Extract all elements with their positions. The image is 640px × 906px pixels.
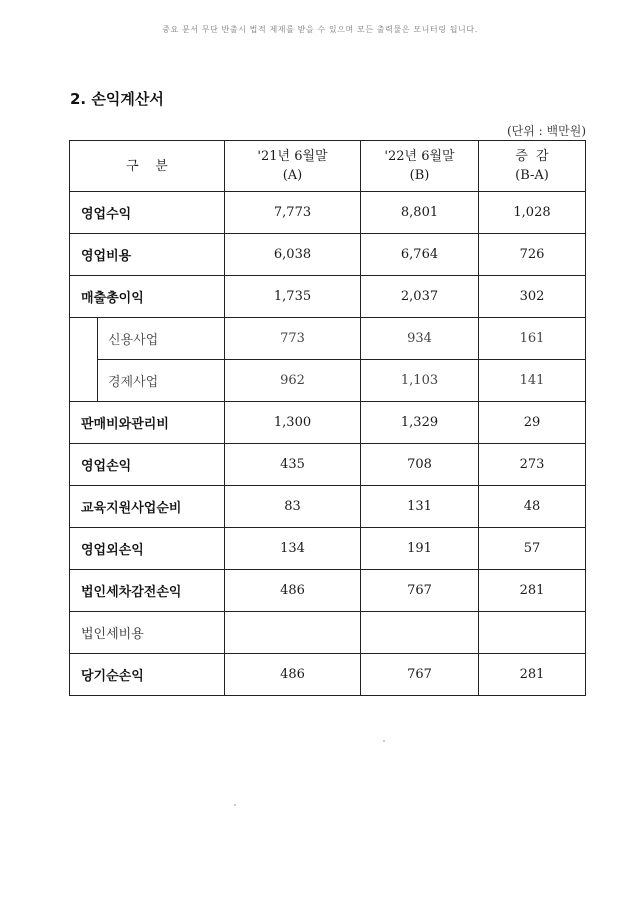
cell-2021: 962: [225, 360, 361, 402]
header-change-title: 증 감: [515, 149, 549, 164]
row-label: 영업외손익: [70, 528, 225, 570]
header-2021-period: '21년 6월말: [257, 149, 328, 164]
cell-2022: 1,103: [361, 360, 479, 402]
cell-2022: 767: [361, 570, 479, 612]
income-statement-table: [69, 140, 586, 696]
unit-label: (단위 : 백만원): [507, 124, 586, 138]
subrow-indent: [70, 318, 98, 402]
header-change-code: (B-A): [515, 168, 549, 183]
table-row: [70, 528, 586, 570]
cell-2021: [225, 612, 361, 654]
table-subrow: [70, 360, 586, 402]
cell-2022: 934: [361, 318, 479, 360]
cell-change: 161: [479, 318, 586, 360]
table-row: [70, 234, 586, 276]
row-label: 영업수익: [70, 192, 225, 234]
row-label: 영업손익: [70, 444, 225, 486]
cell-2021: 83: [225, 486, 361, 528]
cell-change: 57: [479, 528, 586, 570]
cell-change: 29: [479, 402, 586, 444]
cell-change: 1,028: [479, 192, 586, 234]
row-label: 교육지원사업순비: [70, 486, 225, 528]
cell-2021: 435: [225, 444, 361, 486]
cell-2021: 134: [225, 528, 361, 570]
cell-change: 141: [479, 360, 586, 402]
cell-change: 726: [479, 234, 586, 276]
cell-2022: 708: [361, 444, 479, 486]
row-label: 판매비와관리비: [70, 402, 225, 444]
row-label: 법인세비용: [70, 612, 225, 654]
cell-2021: 1,300: [225, 402, 361, 444]
row-label: 영업비용: [70, 234, 225, 276]
row-label: 법인세차감전손익: [70, 570, 225, 612]
confidential-notice: 중요 문서 무단 반출시 법적 제재를 받을 수 있으며 모든 출력물은 모니터링 됩니다.: [162, 25, 478, 34]
table-row: [70, 402, 586, 444]
cell-2022: 767: [361, 654, 479, 696]
cell-change: 281: [479, 654, 586, 696]
cell-2021: 486: [225, 570, 361, 612]
cell-2022: 131: [361, 486, 479, 528]
table-row: [70, 276, 586, 318]
cell-2022: 1,329: [361, 402, 479, 444]
scan-speck: [383, 740, 385, 742]
cell-change: 48: [479, 486, 586, 528]
table-row: [70, 612, 586, 654]
section-title: 2. 손익계산서: [70, 90, 164, 108]
table-row: [70, 570, 586, 612]
cell-2021: 1,735: [225, 276, 361, 318]
cell-change: 273: [479, 444, 586, 486]
cell-2021: 773: [225, 318, 361, 360]
cell-2022: 2,037: [361, 276, 479, 318]
cell-2021: 6,038: [225, 234, 361, 276]
cell-2022: 6,764: [361, 234, 479, 276]
cell-change: 302: [479, 276, 586, 318]
table-subrow: [70, 318, 586, 360]
cell-2022: [361, 612, 479, 654]
table-row: [70, 192, 586, 234]
subrow-label: 경제사업: [98, 360, 225, 402]
cell-2022: 191: [361, 528, 479, 570]
header-2022: [361, 141, 479, 192]
cell-2021: 7,773: [225, 192, 361, 234]
cell-2022: 8,801: [361, 192, 479, 234]
table-header-row: [70, 141, 586, 192]
header-change: [479, 141, 586, 192]
table-row: [70, 444, 586, 486]
row-label: 매출총이익: [70, 276, 225, 318]
header-2021: [225, 141, 361, 192]
header-2022-code: (B): [409, 168, 430, 183]
scan-speck: [234, 804, 236, 806]
table-row: [70, 486, 586, 528]
cell-change: 281: [479, 570, 586, 612]
table-row: [70, 654, 586, 696]
row-label: 당기순손익: [70, 654, 225, 696]
cell-2021: 486: [225, 654, 361, 696]
subrow-label: 신용사업: [98, 318, 225, 360]
header-category: 구 분: [70, 141, 225, 192]
header-2022-period: '22년 6월말: [384, 149, 455, 164]
cell-change: [479, 612, 586, 654]
header-2021-code: (A): [282, 168, 303, 183]
